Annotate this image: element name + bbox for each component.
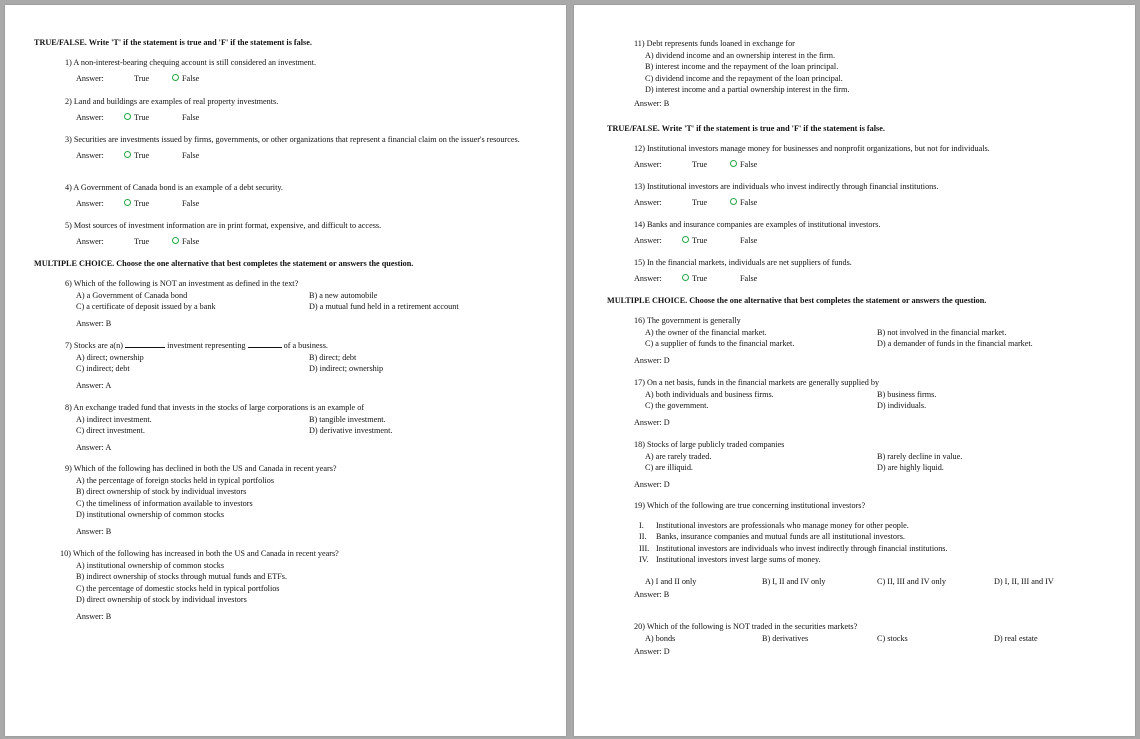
answer-text: Answer: B <box>634 98 670 108</box>
option-a[interactable]: A) indirect investment. <box>76 414 152 424</box>
options <box>634 576 1084 588</box>
answer-text: Answer: B <box>634 590 670 599</box>
question-stem: 10) Which of the following has increased in both the US and Canada in recent years? <box>60 549 339 558</box>
option-b[interactable]: B) I, II and IV only <box>762 576 826 586</box>
option-c[interactable]: C) direct investment. <box>76 426 145 435</box>
option-c[interactable]: C) dividend income and the repayment of the loan principal. <box>645 73 843 83</box>
option-b[interactable]: B) tangible investment. <box>309 414 386 424</box>
answer-label: Answer: <box>76 150 104 160</box>
question-stem: 8) An exchange traded fund that invests in the stocks of large corporations is an example of <box>65 403 365 412</box>
option-d[interactable]: D) real estate <box>994 633 1038 643</box>
answer-text: Answer: D <box>634 355 670 365</box>
option-d[interactable]: D) I, II, III and IV <box>994 576 1054 586</box>
tf-question-1 <box>65 57 316 84</box>
option-c[interactable]: C) indirect; debt <box>76 364 130 373</box>
option-a[interactable]: A) both individuals and business firms. <box>645 389 774 399</box>
answer-label: Answer: <box>634 273 662 283</box>
selected-radio-icon <box>730 198 737 205</box>
statement-1: I. Institutional investors are professionals who manage money for other people. <box>639 520 909 530</box>
option-false[interactable]: False <box>740 235 758 245</box>
option-c[interactable]: C) a certificate of deposit issued by a bank <box>76 302 216 311</box>
selected-radio-icon <box>124 113 131 120</box>
option-true[interactable]: True <box>682 273 730 285</box>
option-d[interactable]: D) direct ownership of stock by individual investors <box>76 595 247 604</box>
question-stem: 14) Banks and insurance companies are examples of institutional investors. <box>634 220 881 229</box>
mc-question-8 <box>65 402 529 453</box>
question-stem: 13) Institutional investors are individuals who invest indirectly through financial institutions. <box>634 182 939 191</box>
selected-radio-icon <box>172 237 179 244</box>
answer-row <box>634 159 990 171</box>
tf-section-heading: TRUE/FALSE. Write 'T' if the statement is true and 'F' if the statement is false. <box>34 38 312 47</box>
option-c[interactable]: C) stocks <box>877 633 908 643</box>
option-c[interactable]: C) II, III and IV only <box>877 576 946 586</box>
answer-text: Answer: D <box>634 479 670 489</box>
option-a[interactable]: A) dividend income and an ownership interest in the firm. <box>645 50 836 60</box>
option-true[interactable]: True <box>124 112 172 124</box>
mc-section-heading: MULTIPLE CHOICE. Choose the one alternative that best completes the statement or answers the question. <box>34 259 414 268</box>
option-b[interactable]: B) derivatives <box>762 633 809 643</box>
option-false[interactable]: False <box>730 159 778 171</box>
option-c[interactable]: C) are illiquid. <box>645 463 693 472</box>
option-false[interactable]: False <box>172 73 220 85</box>
question-stem: 17) On a net basis, funds in the financial markets are generally supplied by <box>634 378 880 387</box>
answer-text: Answer: B <box>76 526 112 536</box>
answer-text: Answer: B <box>76 318 112 328</box>
option-d[interactable]: D) a mutual fund held in a retirement account <box>309 302 459 311</box>
option-d[interactable]: D) a demander of funds in the financial market. <box>877 339 1033 348</box>
options <box>634 389 1097 412</box>
question-stem: 18) Stocks of large publicly traded companies <box>634 440 785 449</box>
option-true[interactable]: True <box>692 159 708 169</box>
option-b[interactable]: B) not involved in the financial market. <box>877 327 1007 337</box>
option-b[interactable]: B) indirect ownership of stocks through mutual funds and ETFs. <box>76 572 288 581</box>
options <box>65 290 529 313</box>
mc-section-heading: MULTIPLE CHOICE. Choose the one alternative that best completes the statement or answers the question. <box>607 296 987 305</box>
option-d[interactable]: D) individuals. <box>877 401 927 410</box>
option-true[interactable]: True <box>124 150 172 162</box>
option-a[interactable]: A) I and II only <box>645 576 697 586</box>
tf-question-15 <box>634 257 852 284</box>
question-stem: 1) A non-interest-bearing chequing account is still considered an investment. <box>65 58 317 67</box>
option-false[interactable]: False <box>730 197 778 209</box>
answer-row <box>65 73 316 85</box>
question-stem: 15) In the financial markets, individuals are net suppliers of funds. <box>634 258 852 267</box>
options <box>65 352 529 375</box>
selected-radio-icon <box>124 151 131 158</box>
statements-list <box>634 520 1084 566</box>
selected-radio-icon <box>730 160 737 167</box>
mc-question-17 <box>634 377 1097 428</box>
answer-label: Answer: <box>76 73 104 83</box>
option-c[interactable]: C) the timeliness of information available to investors <box>76 498 253 508</box>
option-a[interactable]: A) institutional ownership of common stocks <box>76 560 225 570</box>
mc-question-9 <box>65 463 337 537</box>
statement-2: II. Banks, insurance companies and mutual funds are all institutional investors. <box>639 532 905 541</box>
tf-question-14 <box>634 219 880 246</box>
answer-label: Answer: <box>76 236 104 246</box>
options <box>65 414 529 437</box>
option-true[interactable]: True <box>134 73 150 83</box>
mc-question-18 <box>634 439 1097 490</box>
question-stem: 3) Securities are investments issued by firms, governments, or other organizations that represent a financial claim on the issuer's resources. <box>65 135 520 144</box>
selected-radio-icon <box>682 236 689 243</box>
option-a[interactable]: A) bonds <box>645 633 676 643</box>
question-stem: 19) Which of the following are true concerning institutional investors? <box>634 501 866 510</box>
option-false[interactable]: False <box>182 150 200 160</box>
option-false[interactable]: False <box>740 273 758 283</box>
tf-section-heading: TRUE/FALSE. Write 'T' if the statement is true and 'F' if the statement is false. <box>607 124 885 133</box>
answer-row <box>65 198 283 210</box>
question-stem: 7) Stocks are a(n) investment representing of a business. <box>65 341 328 350</box>
answer-text: Answer: D <box>634 417 670 427</box>
answer-text: Answer: B <box>76 611 112 621</box>
option-false[interactable]: False <box>182 198 200 208</box>
option-c[interactable]: C) the government. <box>645 401 709 410</box>
mc-question-16 <box>634 315 1097 366</box>
answer-row <box>634 197 939 209</box>
option-b[interactable]: B) rarely decline in value. <box>877 451 963 461</box>
option-a[interactable]: A) are rarely traded. <box>645 451 712 461</box>
option-d[interactable]: D) interest income and a partial ownership interest in the firm. <box>645 85 850 94</box>
mc-question-7 <box>65 340 529 391</box>
options <box>65 475 337 521</box>
option-a[interactable]: A) the owner of the financial market. <box>645 327 767 337</box>
selected-radio-icon <box>124 199 131 206</box>
options <box>634 633 1084 645</box>
answer-row <box>634 235 880 247</box>
option-d[interactable]: D) indirect; ownership <box>309 364 384 373</box>
answer-text: Answer: D <box>634 647 670 656</box>
mc-question-11 <box>634 38 849 109</box>
option-true[interactable]: True <box>682 235 730 247</box>
options <box>634 50 849 96</box>
selected-radio-icon <box>682 274 689 281</box>
tf-question-13 <box>634 181 939 208</box>
option-b[interactable]: B) a new automobile <box>309 290 378 300</box>
tf-question-3 <box>65 134 525 161</box>
question-stem: 12) Institutional investors manage money for businesses and nonprofit organizations, but not for individuals. <box>634 144 990 153</box>
statement-4: IV. Institutional investors invest large sums of money. <box>639 555 821 564</box>
option-d[interactable]: D) derivative investment. <box>309 426 393 435</box>
mc-question-6 <box>65 278 529 329</box>
question-stem: 11) Debt represents funds loaned in exchange for <box>634 39 795 48</box>
answer-label: Answer: <box>76 198 104 208</box>
answer-label: Answer: <box>634 235 662 245</box>
option-true[interactable]: True <box>124 198 172 210</box>
question-stem: 9) Which of the following has declined in both the US and Canada in recent years? <box>65 464 337 473</box>
question-stem: 16) The government is generally <box>634 316 741 325</box>
selected-radio-icon <box>172 74 179 81</box>
blank-line <box>125 340 165 348</box>
question-stem: 4) A Government of Canada bond is an example of a debt security. <box>65 183 283 192</box>
option-false[interactable]: False <box>172 236 220 248</box>
options <box>634 451 1097 474</box>
mc-question-10 <box>60 548 339 622</box>
answer-text: Answer: A <box>76 380 112 390</box>
option-false[interactable]: False <box>182 112 200 122</box>
page-right <box>574 5 1135 736</box>
tf-question-4 <box>65 182 283 209</box>
option-a[interactable]: A) the percentage of foreign stocks held in typical portfolios <box>76 475 275 485</box>
answer-label: Answer: <box>634 159 662 169</box>
tf-question-12 <box>634 143 990 170</box>
option-a[interactable]: A) direct; ownership <box>76 352 144 362</box>
question-stem: 20) Which of the following is NOT traded in the securities markets? <box>634 622 858 631</box>
statement-3: III. Institutional investors are individuals who invest indirectly through financial institutions. <box>639 543 948 553</box>
answer-text: Answer: A <box>76 442 112 452</box>
option-b[interactable]: B) interest income and the repayment of the loan principal. <box>645 62 839 71</box>
option-true[interactable]: True <box>134 236 150 246</box>
option-b[interactable]: B) business firms. <box>877 389 937 399</box>
question-stem: 6) Which of the following is NOT an investment as defined in the text? <box>65 279 299 288</box>
answer-row <box>65 112 278 124</box>
answer-row <box>65 236 381 248</box>
options <box>60 560 339 606</box>
mc-question-20 <box>634 621 1084 658</box>
mc-question-19 <box>634 500 1084 601</box>
option-true[interactable]: True <box>692 197 708 207</box>
question-stem: 5) Most sources of investment information are in print format, expensive, and difficult to access. <box>65 221 382 230</box>
option-b[interactable]: B) direct ownership of stock by individual investors <box>76 487 247 496</box>
option-c[interactable]: C) the percentage of domestic stocks held in typical portfolios <box>76 583 280 593</box>
options <box>634 327 1097 350</box>
option-a[interactable]: A) a Government of Canada bond <box>76 290 188 300</box>
question-stem: 2) Land and buildings are examples of real property investments. <box>65 97 279 106</box>
page-left <box>5 5 566 736</box>
blank-line <box>248 340 282 348</box>
answer-label: Answer: <box>76 112 104 122</box>
tf-question-2 <box>65 96 278 123</box>
answer-row <box>634 273 852 285</box>
option-d[interactable]: D) institutional ownership of common stocks <box>76 510 225 519</box>
option-d[interactable]: D) are highly liquid. <box>877 463 944 472</box>
option-c[interactable]: C) a supplier of funds to the financial market. <box>645 339 795 348</box>
tf-question-5 <box>65 220 381 247</box>
answer-label: Answer: <box>634 197 662 207</box>
answer-row <box>65 150 525 162</box>
option-b[interactable]: B) direct; debt <box>309 352 357 362</box>
